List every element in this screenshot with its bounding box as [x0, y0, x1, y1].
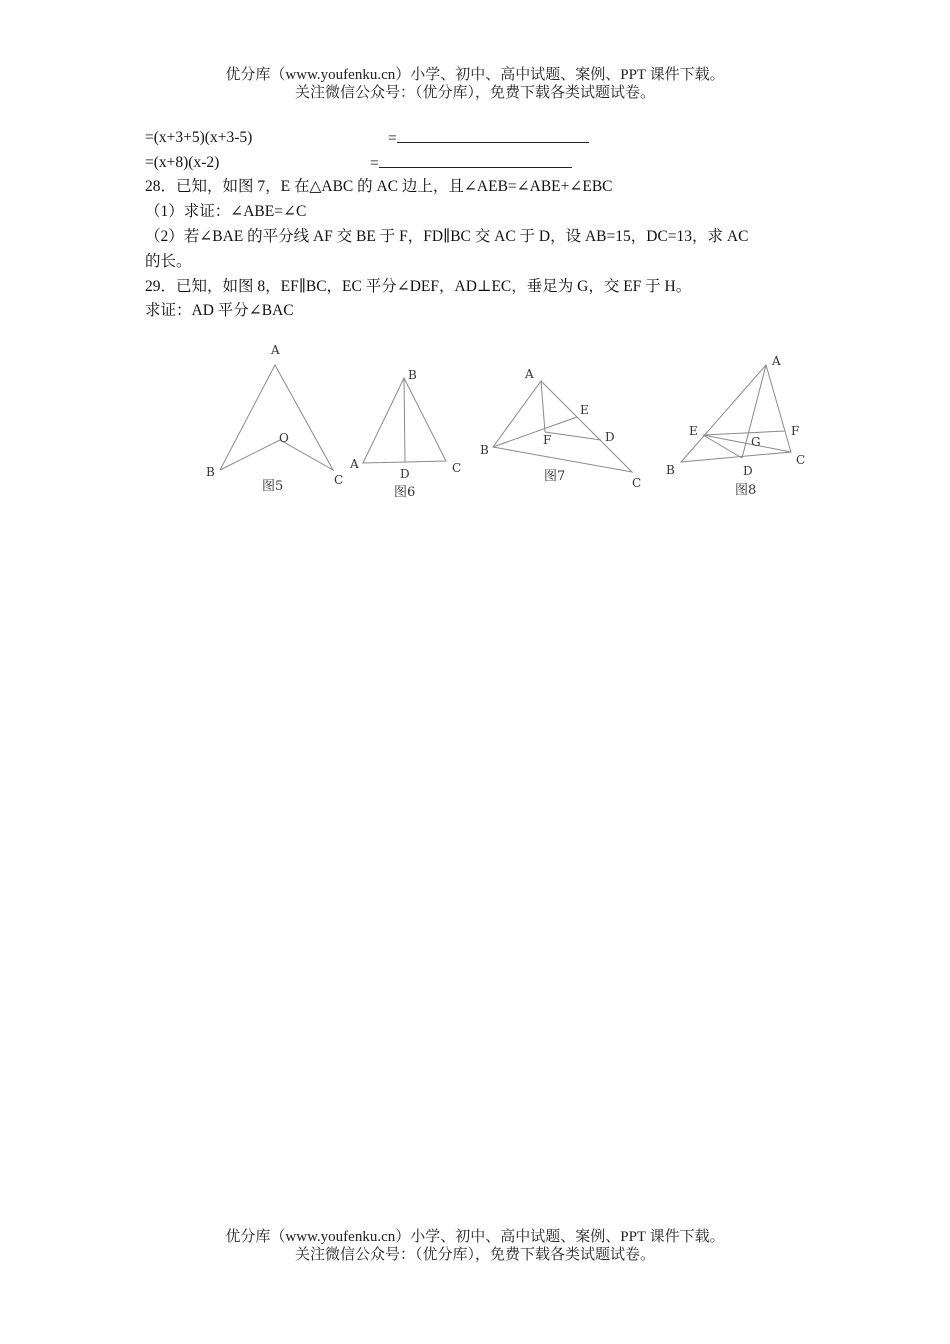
header-line-1: 优分库（www.youfenku.cn）小学、初中、高中试题、案例、PPT 课件下载。 [225, 67, 725, 83]
fig7-label-D: D [605, 430, 615, 444]
fig8-label-D: D [743, 464, 753, 478]
fig7-label-A: A [525, 367, 534, 381]
fig5-caption: 图5 [262, 479, 284, 494]
figure-8 [666, 354, 805, 498]
answer-blank [397, 128, 589, 143]
fig6-caption: 图6 [394, 485, 416, 500]
fig8-caption: 图8 [735, 483, 757, 498]
figure-7-triangle [493, 381, 632, 472]
equation-2-left: =(x+8)(x-2) [145, 154, 220, 171]
question-28-stem: 28．已知，如图 7，E 在△ABC 的 AC 边上，且∠AEB=∠ABE+∠EBC [145, 178, 613, 195]
figure-6-altitude [404, 378, 405, 462]
question-29-stem: 29．已知，如图 8，EF∥BC，EC 平分∠DEF，AD⊥EC，垂足为 G，交 EF 于 H。 [145, 278, 692, 295]
equals-sign: = [388, 130, 397, 147]
question-28-part-2-cont: 的长。 [145, 253, 192, 270]
fig7-label-B: B [480, 443, 489, 457]
fig7-caption: 图7 [544, 469, 566, 484]
fig7-label-C: C [632, 476, 642, 490]
fig6-label-B: B [408, 368, 417, 382]
fig8-label-F: F [791, 424, 800, 438]
figure-7 [480, 367, 641, 490]
fig8-label-A: A [772, 354, 781, 368]
figure-5-outline [220, 365, 333, 470]
question-28-part-2: （2）若∠BAE 的平分线 AF 交 BE 于 F，FD∥BC 交 AC 于 D，设 AB=15，DC=13，求 AC [145, 228, 749, 245]
header-line-2: 关注微信公众号：（优分库），免费下载各类试题试卷。 [294, 85, 655, 101]
fig6-label-C: C [452, 461, 462, 475]
figure-6 [349, 368, 461, 500]
footer-line-2: 关注微信公众号：（优分库），免费下载各类试题试卷。 [294, 1247, 655, 1263]
fig5-label-O: O [279, 431, 289, 445]
fig8-label-B: B [666, 463, 675, 477]
equals-sign: = [370, 155, 379, 172]
fig6-label-D: D [400, 467, 410, 481]
answer-blank [379, 153, 572, 168]
equation-1-answer [388, 128, 589, 149]
page-header [0, 66, 950, 102]
figure-8-segment-EF [703, 431, 785, 435]
geometry-figures [0, 330, 950, 510]
equation-1-left: =(x+3+5)(x+3-5) [145, 129, 253, 146]
fig7-label-E: E [580, 403, 589, 417]
equation-2-answer [370, 153, 572, 174]
question-29-goal: 求证：AD 平分∠BAC [145, 302, 294, 319]
figure-7-segment-AF [541, 381, 545, 432]
fig6-label-A: A [350, 457, 359, 471]
fig7-label-F: F [543, 433, 552, 447]
fig5-label-B: B [206, 465, 215, 479]
fig8-label-G: G [751, 435, 761, 449]
figure-7-segment-BE [493, 417, 577, 447]
fig5-label-A: A [271, 343, 280, 357]
fig5-label-C: C [334, 473, 344, 487]
fig8-label-E: E [689, 424, 698, 438]
figure-5 [206, 343, 343, 494]
question-28-part-1: （1）求证：∠ABE=∠C [145, 203, 307, 220]
footer-line-1: 优分库（www.youfenku.cn）小学、初中、高中试题、案例、PPT 课件下载。 [225, 1229, 725, 1245]
figure-8-triangle [681, 365, 791, 462]
fig8-label-C: C [796, 453, 806, 467]
page-footer [0, 1228, 950, 1264]
